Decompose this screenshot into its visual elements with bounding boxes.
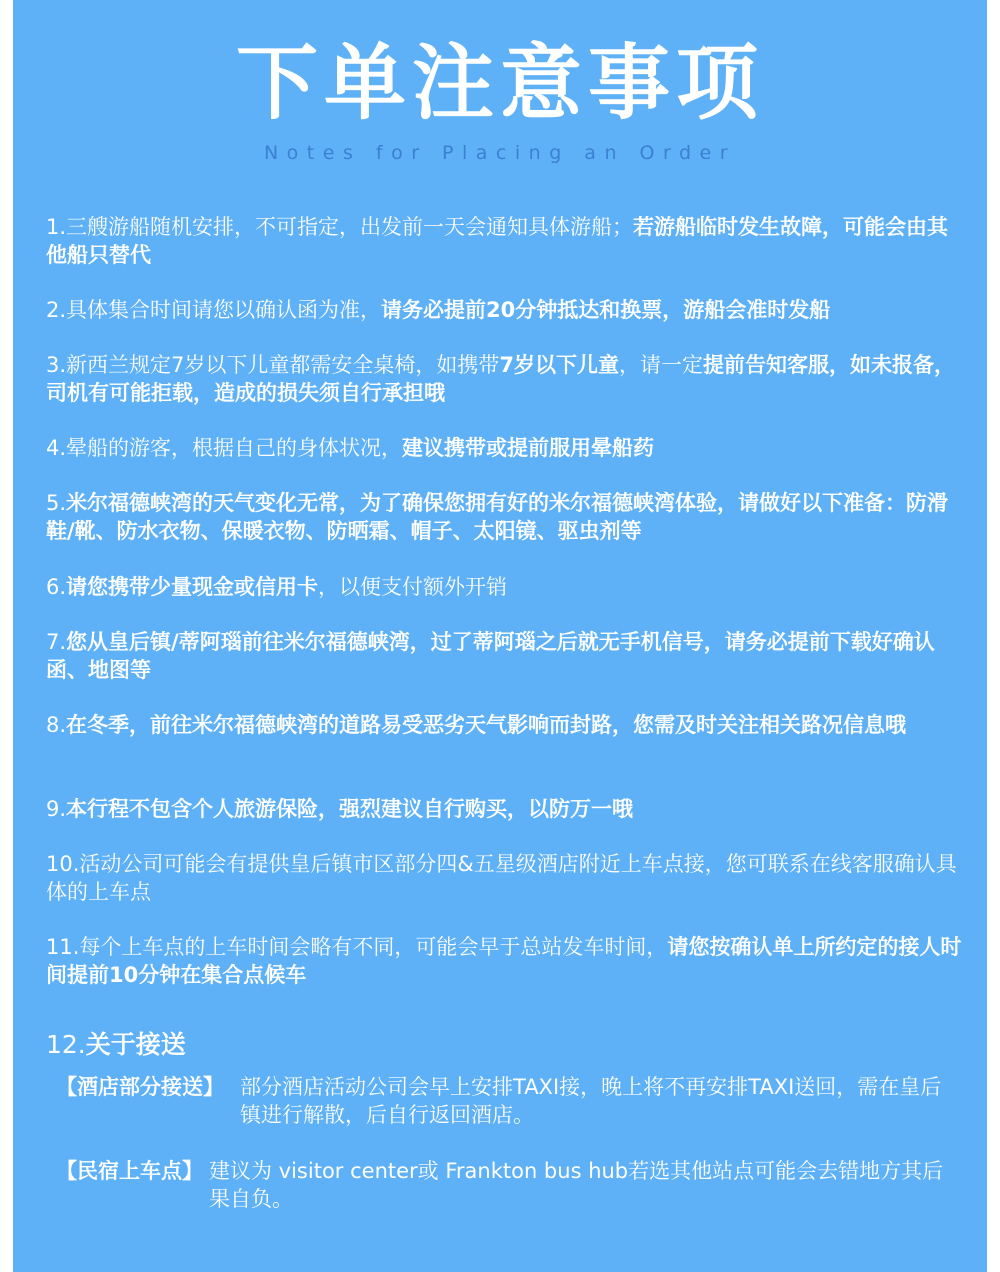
hotel-pickup-label: 【酒店部分接送】	[56, 1075, 224, 1099]
note-item-12-heading: 12.关于接送	[46, 1030, 186, 1059]
note-item-10: 10.活动公司可能会有提供皇后镇市区部分四&五星级酒店附近上车点接，您可联系在线客服确认具体的上车点	[46, 852, 957, 904]
note-item-8: 8.在冬季，前往米尔福德峡湾的道路易受恶劣天气影响而封路，您需及时关注相关路况信息哦	[46, 713, 907, 737]
bnb-pickup-text: 建议为 visitor center或 Frankton bus hub若选其他站点可能会去错地方其后果自负。	[209, 1159, 944, 1211]
notes-panel	[13, 0, 987, 1272]
bnb-pickup-label: 【民宿上车点】	[56, 1159, 203, 1183]
note-item-2: 2.具体集合时间请您以确认函为准，请务必提前20分钟抵达和换票，游船会准时发船	[46, 298, 831, 322]
page-title: 下单注意事项	[235, 36, 764, 131]
note-item-4: 4.晕船的游客，根据自己的身体状况，建议携带或提前服用晕船药	[46, 436, 655, 460]
note-item-9: 9.本行程不包含个人旅游保险，强烈建议自行购买，以防万一哦	[46, 797, 634, 821]
note-item-6: 6.请您携带少量现金或信用卡，以便支付额外开销	[46, 575, 508, 599]
note-item-1: 1.三艘游船随机安排，不可指定，出发前一天会通知具体游船；若游船临时发生故障，可能会由其他船只替代	[46, 215, 949, 267]
page-subtitle: Notes for Placing an Order	[263, 142, 737, 164]
note-item-3: 3.新西兰规定7岁以下儿童都需安全桌椅，如携带7岁以下儿童，请一定提前告知客服，如未报备，司机有可能拒载，造成的损失须自行承担哦	[46, 353, 956, 405]
note-item-11: 11.每个上车点的上车时间会略有不同，可能会早于总站发车时间，请您按确认单上所约定的接人时间提前10分钟在集合点候车	[46, 935, 962, 987]
note-item-7: 7.您从皇后镇/蒂阿瑙前往米尔福德峡湾，过了蒂阿瑙之后就无手机信号，请务必提前下载好确认函、地图等	[46, 630, 935, 682]
note-item-5: 5.米尔福德峡湾的天气变化无常，为了确保您拥有好的米尔福德峡湾体验，请做好以下准备：防滑鞋/靴、防水衣物、保暖衣物、防晒霜、帽子、太阳镜、驱虫剂等	[46, 491, 949, 543]
hotel-pickup-text: 部分酒店活动公司会早上安排TAXI接，晚上将不再安排TAXI送回，需在皇后镇进行解散，后自行返回酒店。	[240, 1075, 942, 1127]
